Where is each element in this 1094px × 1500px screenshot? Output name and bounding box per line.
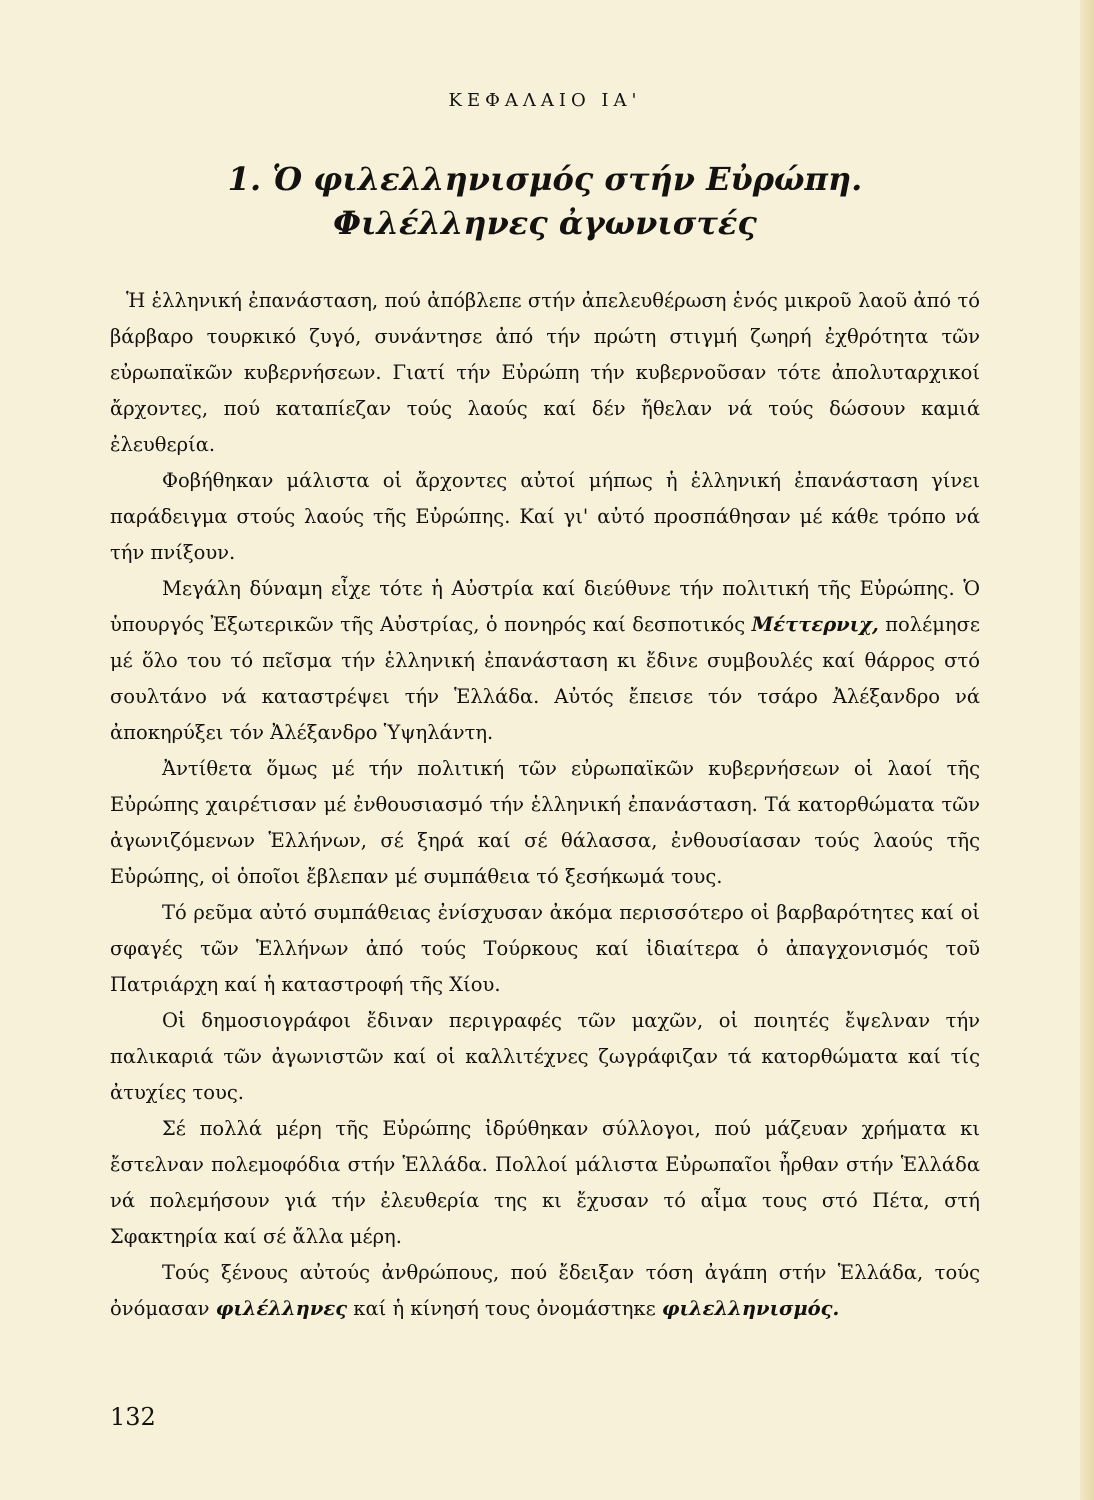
paragraph-metternich-text-1: Μεγάλη δύναμη εἶχε τότε ἡ Αὐστρία καί διεύθυνε τήν πολιτική τῆς Εὐρώπης. Ὁ ὑπουργός Ἐξωτερικῶν τῆς Αὐστρίας, ὁ πονηρός καί δεσποτικός	[110, 577, 980, 636]
metternich-emphasis: Μέττερνιχ,	[751, 613, 879, 636]
paragraph-final-text-2: καί ἡ κίνησή τους ὀνομάστηκε	[347, 1297, 662, 1320]
paragraph-7: Σέ πολλά μέρη τῆς Εὐρώπης ἱδρύθηκαν σύλλογοι, πού μάζευαν χρήματα κι ἔστελναν πολεμοφόδια στήν Ἑλλάδα. Πολλοί μάλιστα Εὐρωπαῖοι ἦρθαν στήν Ἑλλάδα νά πολεμήσουν γιά τήν ἐλευθερία της κι ἔχυσαν τό αἷμα τους στό Πέτα, στή Σφακτηρία καί σέ ἄλλα μέρη.	[110, 1117, 980, 1248]
paragraph-5: Τό ρεῦμα αὐτό συμπάθειας ἐνίσχυσαν ἀκόμα περισσότερο οἱ βαρβαρότητες καί οἱ σφαγές τῶν Ἑλλήνων ἀπό τούς Τούρκους καί ἰδιαίτερα ὁ ἀπαγχονισμός τοῦ Πατριάρχη καί ἡ καταστροφή τῆς Χίου.	[110, 901, 980, 996]
book-page	[110, 80, 980, 1327]
section-title-line-1: 1. Ὁ φιλελληνισμός στήν Εὐρώπη.	[227, 160, 863, 198]
section-title	[110, 157, 980, 245]
paragraph-final	[110, 1255, 980, 1327]
paragraph-metternich-text-2: πολέμησε μέ ὅλο του τό πεῖσμα τήν ἑλληνική ἐπανάσταση κι ἔδινε συμβουλές καί θάρρος στό σουλτάνο νά καταστρέψει τήν Ἑλλάδα. Αὐτός ἔπεισε τόν τσάρο Ἀλέξανδρο νά ἀποκηρύξει τόν Ἀλέξανδρο Ὑψηλάντη.	[110, 613, 980, 744]
body-text	[110, 283, 980, 1327]
paragraph-2: Φοβήθηκαν μάλιστα οἱ ἄρχοντες αὐτοί μήπως ἡ ἑλληνική ἐπανάσταση γίνει παράδειγμα στούς λαούς τῆς Εὐρώπης. Καί γι' αὐτό προσπάθησαν μέ κάθε τρόπο νά τήν πνίξουν.	[110, 469, 980, 564]
page-edge	[1080, 0, 1094, 1500]
philhellenes-emphasis: φιλέλληνες	[215, 1297, 348, 1320]
paragraph-4: Ἀντίθετα ὅμως μέ τήν πολιτική τῶν εὐρωπαϊκῶν κυβερνήσεων οἱ λαοί τῆς Εὐρώπης χαιρέτισαν μέ ἐνθουσιασμό τήν ἑλληνική ἐπανάσταση. Τά κατορθώματα τῶν ἀγωνιζόμενων Ἑλλήνων, σέ ξηρά καί σέ θάλασσα, ἐνθουσίασαν τούς λαούς τῆς Εὐρώπης, οἱ ὁποῖοι ἔβλεπαν μέ συμπάθεια τό ξεσήκωμά τους.	[110, 757, 980, 888]
paragraph-metternich	[110, 571, 980, 751]
philhellenism-emphasis: φιλελληνισμός.	[661, 1297, 840, 1320]
paragraph-1: Ἡ ἑλληνική ἐπανάσταση, πού ἀπόβλεπε στήν ἀπελευθέρωση ἑνός μικροῦ λαοῦ ἀπό τό βάρβαρο τουρκικό ζυγό, συνάντησε ἀπό τήν πρώτη στιγμή ζωηρή ἐχθρότητα τῶν εὐρωπαϊκῶν κυβερνήσεων. Γιατί τήν Εὐρώπη τήν κυβερνοῦσαν τότε ἀπολυταρχικοί ἄρχοντες, πού καταπίεζαν τούς λαούς καί δέν ἤθελαν νά τούς δώσουν καμιά ἐλευθερία.	[110, 289, 980, 456]
paragraph-6: Οἱ δημοσιογράφοι ἔδιναν περιγραφές τῶν μαχῶν, οἱ ποιητές ἔψελναν τήν παλικαριά τῶν ἀγωνιστῶν καί οἱ καλλιτέχνες ζωγράφιζαν τά κατορθώματα καί τίς ἀτυχίες τους.	[110, 1009, 980, 1104]
page-number: 132	[110, 1403, 156, 1431]
paragraph-final-text-1: Τούς ξένους αὐτούς ἀνθρώπους, πού ἔδειξαν τόση ἀγάπη στήν Ἑλλάδα, τούς ὀνόμασαν	[110, 1261, 980, 1320]
section-title-line-2: Φιλέλληνες ἀγωνιστές	[333, 204, 757, 242]
chapter-label: ΚΕΦΑΛΑΙΟ ΙΑ'	[448, 90, 642, 111]
